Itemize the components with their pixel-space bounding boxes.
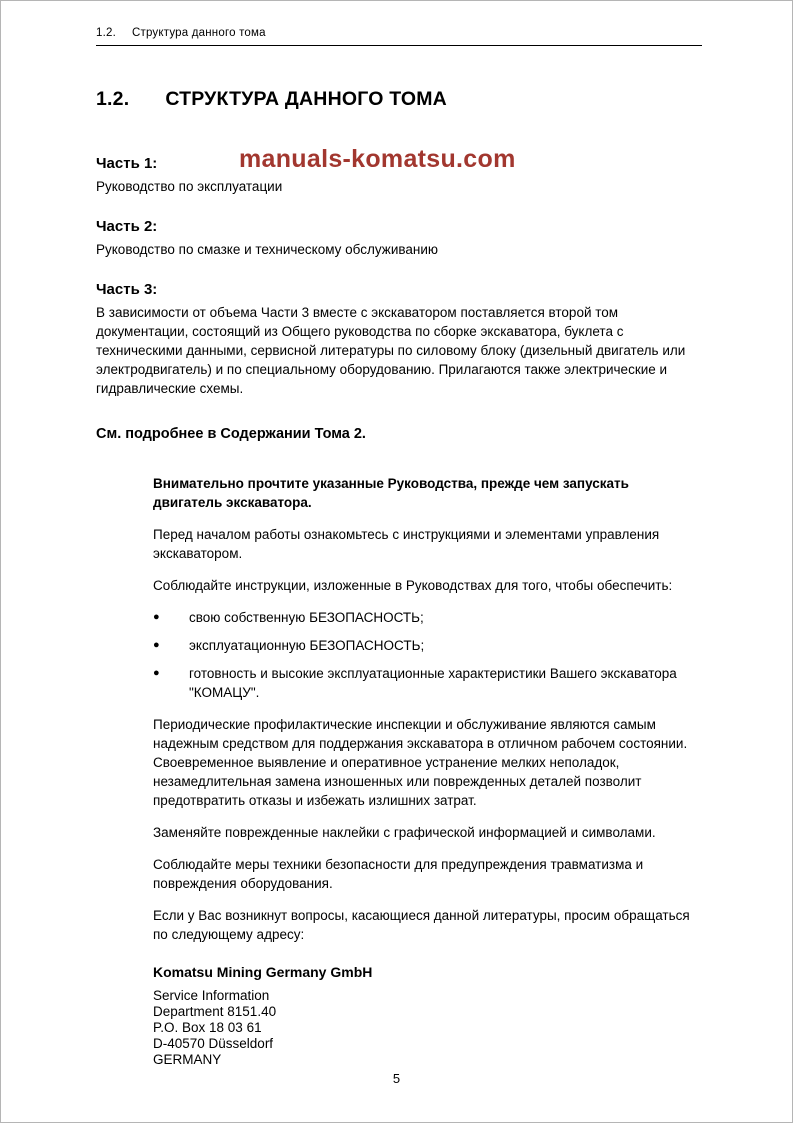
- list-item: [153, 608, 691, 627]
- page-content: [1, 1, 792, 1068]
- header-rule: [96, 45, 702, 46]
- part-2-body: Руководство по смазке и техническому обслуживанию: [96, 242, 439, 257]
- running-header-title: Структура данного тома: [131, 27, 266, 39]
- page-number: 5: [392, 1071, 401, 1086]
- running-header: [96, 27, 702, 39]
- section-part-3: [96, 281, 702, 398]
- part-1-body: Руководство по эксплуатации: [96, 179, 283, 194]
- page-title: [96, 88, 702, 111]
- list-item: [153, 664, 691, 702]
- notice-paragraph-6: Если у Вас возникнут вопросы, касающиеся данной литературы, просим обращаться по следующему адресу:: [153, 908, 690, 942]
- section-part-2: [96, 218, 702, 259]
- part-2-heading: Часть 2:: [96, 218, 158, 235]
- see-more-note: См. подробнее в Содержании Тома 2.: [96, 426, 366, 442]
- notice-paragraph-1: Перед началом работы ознакомьтесь с инструкциями и элементами управления экскаватором.: [153, 527, 660, 561]
- notice-paragraph-4: Заменяйте поврежденные наклейки с графической информацией и символами.: [153, 825, 656, 840]
- part-1-heading: Часть 1:: [96, 155, 158, 172]
- notice-block: [153, 474, 691, 944]
- safety-bullet-list: [153, 608, 691, 702]
- address-block: [153, 964, 702, 1068]
- part-3-body: В зависимости от объема Части 3 вместе с экскаватором поставляется второй том документации, состоящий из Общего руководства по сборке экскаватора, буклета с техническими данными, сервисной литературы по силовому блоку (дизельный двигатель или электродвигатель) и по специальному оборудованию. Прилагаются также электрические и гидравлические схемы.: [96, 305, 686, 396]
- notice-paragraph-2: Соблюдайте инструкции, изложенные в Руководствах для того, чтобы обеспечить:: [153, 578, 673, 593]
- address-line: GERMANY: [153, 1052, 222, 1067]
- address-line: D-40570 Düsseldorf: [153, 1036, 274, 1051]
- address-line: Service Information: [153, 988, 270, 1003]
- page-title-number: 1.2.: [96, 88, 130, 110]
- notice-paragraph-3: Периодические профилактические инспекции и обслуживание являются самым надежным средством для поддержания экскаватора в отличном рабочем состоянии. Своевременное выявление и оперативное устранение мелких неполадок, незамедлительная замена изношенных или поврежденных деталей позволит предотвратить отказы и избежать излишних затрат.: [153, 717, 688, 808]
- page-title-text: СТРУКТУРА ДАННОГО ТОМА: [165, 88, 447, 110]
- bullet-icon: ●: [153, 667, 160, 679]
- notice-paragraph-5: Соблюдайте меры техники безопасности для предупреждения травматизма и повреждения оборудования.: [153, 857, 644, 891]
- bullet-text: свою собственную БЕЗОПАСНОСТЬ;: [189, 610, 424, 625]
- bullet-text: эксплуатационную БЕЗОПАСНОСТЬ;: [189, 638, 425, 653]
- company-name: Komatsu Mining Germany GmbH: [153, 964, 373, 980]
- notice-intro: Внимательно прочтите указанные Руководства, прежде чем запускать двигатель экскаватора.: [153, 476, 629, 510]
- address-line: P.O. Box 18 03 61: [153, 1020, 262, 1035]
- bullet-icon: ●: [153, 639, 160, 651]
- bullet-icon: ●: [153, 611, 160, 623]
- watermark-text: manuals-komatsu.com: [239, 145, 516, 173]
- section-part-1: [96, 155, 702, 196]
- address-line: Department 8151.40: [153, 1004, 277, 1019]
- part-3-heading: Часть 3:: [96, 281, 158, 298]
- list-item: [153, 636, 691, 655]
- bullet-text: готовность и высокие эксплуатационные характеристики Вашего экскаватора "КОМАЦУ".: [189, 666, 677, 700]
- running-header-number: 1.2.: [96, 27, 116, 39]
